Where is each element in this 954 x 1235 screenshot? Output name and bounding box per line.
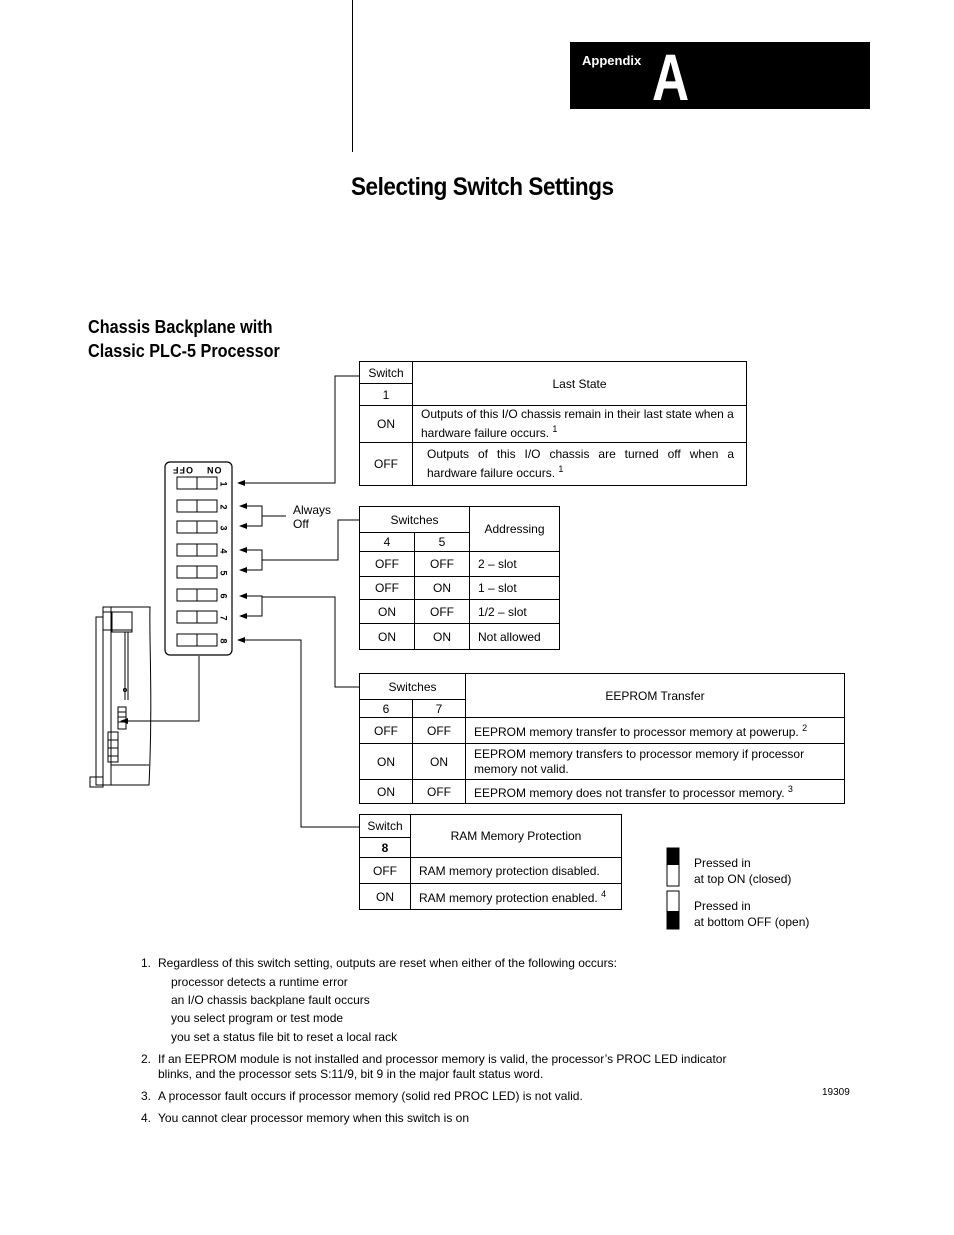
ram-row2-state: ON [360,884,411,910]
footnote-2-number: 2. [141,1052,152,1066]
dip-number-column [220,477,230,652]
last-state-off: OFF [360,443,413,486]
addressing-row4-b: ON [415,624,470,650]
footnote-1-number: 1. [141,956,152,970]
legend-key-top [667,848,679,886]
always-off-line2: Off [293,517,309,531]
section-heading-line1: Chassis Backplane with [88,317,273,337]
bracket-switch2-3 [245,506,262,526]
addressing-row1-desc: 2 – slot [470,552,560,577]
addressing-col-4: 4 [360,533,415,552]
ram-switch-header: Switch [360,815,411,838]
eeprom-col-6: 6 [360,700,413,718]
eeprom-row2-a: ON [360,744,413,780]
legend-pressed-top-line2: at top ON (closed) [694,872,792,886]
page-title: Selecting Switch Settings [351,173,614,201]
dip-number-8: 8 [218,638,229,644]
processor-drawing [90,607,151,787]
footnote-4-number: 4. [141,1111,152,1125]
figure-number: 19309 [822,1087,850,1098]
dip-number-3: 3 [218,525,229,531]
footnote-2-text: If an EEPROM module is not installed and processor memory is valid, the processor’s PROC LED indicator blinks, and the processor sets S:11/9, bit 9 in the major fault status word. [158,1052,727,1081]
dip-number-2: 2 [218,504,229,510]
eeprom-row1-desc: EEPROM memory transfer to processor memory at powerup. $^2$ [466,718,845,744]
last-state-off-desc: Outputs of this I/O chassis are turned off when a hardware failure occurs. $^1$ [413,443,747,486]
eeprom-switches-header: Switches [360,674,466,700]
appendix-letter: A [652,40,690,114]
always-off-label [293,503,331,531]
addressing-row4-a: ON [360,624,415,650]
eeprom-row3-desc: EEPROM memory does not transfer to processor memory. $^3$ [466,780,845,804]
ram-row1-state: OFF [360,858,411,884]
always-off-line1: Always [293,503,332,517]
footnote-1-item: processor detects a runtime error [171,975,348,989]
eeprom-row2-desc: EEPROM memory transfers to processor memory if processor memory not valid. [466,744,845,780]
legend-key-bottom [667,891,679,929]
footnote-4-text: You cannot clear processor memory when this switch is on [158,1111,470,1125]
eeprom-row1-b: OFF [413,718,466,744]
addressing-switches-header: Switches [360,507,470,533]
eeprom-col-7: 7 [413,700,466,718]
footnote-1-item: you select program or test mode [171,1011,344,1025]
connector-switch8 [243,640,360,827]
ram-table [359,814,622,910]
addressing-row2-b: ON [415,577,470,600]
ram-row1-desc: RAM memory protection disabled. [411,858,622,884]
eeprom-row3-a: ON [360,780,413,804]
footnote-3-number: 3. [141,1089,152,1103]
last-state-title: Last State [413,362,747,406]
addressing-row2-desc: 1 – slot [470,577,560,600]
bracket-switch6-7 [245,596,262,616]
ram-switch-number: 8 [360,838,411,858]
last-state-switch-header: Switch [360,362,413,384]
dip-off-label: OFF [172,465,193,475]
bracket-switch4-5 [245,550,262,570]
eeprom-row3-b: OFF [413,780,466,804]
footnote-3-text: A processor fault occurs if processor memory (solid red PROC LED) is not valid. [158,1089,583,1103]
addressing-col-5: 5 [415,533,470,552]
addressing-row1-b: OFF [415,552,470,577]
addressing-row4-desc: Not allowed [470,624,560,650]
dip-number-7: 7 [218,615,229,621]
legend-pressed-bottom-line2: at bottom OFF (open) [694,915,810,929]
dip-on-label: ON [206,465,222,475]
dip-number-6: 6 [218,593,229,599]
dip-number-4: 4 [218,548,229,554]
ram-title: RAM Memory Protection [411,815,622,858]
dip-header [170,465,230,475]
eeprom-title: EEPROM Transfer [466,674,845,718]
dip-number-1: 1 [218,481,229,487]
legend-pressed-bottom [694,898,809,930]
section-heading-line2: Classic PLC-5 Processor [88,341,280,361]
addressing-row3-desc: 1/2 – slot [470,600,560,624]
legend-pressed-top [694,855,791,887]
addressing-row3-b: OFF [415,600,470,624]
addressing-row3-a: ON [360,600,415,624]
appendix-label: Appendix [582,53,642,68]
connector-lines [128,376,360,827]
last-state-switch-number: 1 [360,384,413,406]
dip-number-5: 5 [218,570,229,576]
footnote-1-text: Regardless of this switch setting, outputs are reset when either of the following occurs: [158,956,617,970]
addressing-table [359,506,560,650]
eeprom-table [359,673,845,804]
connector-switch1 [243,376,360,483]
eeprom-row1-a: OFF [360,718,413,744]
footnote-1-item: you set a status file bit to reset a local rack [171,1030,398,1044]
legend-pressed-top-line1: Pressed in [694,856,751,870]
legend-pressed-bottom-line1: Pressed in [694,899,751,913]
last-state-on-desc: Outputs of this I/O chassis remain in their last state when a hardware failure occurs. $^1$ [413,406,747,443]
addressing-row2-a: OFF [360,577,415,600]
addressing-title: Addressing [470,507,560,552]
connector-switch6-7 [262,597,360,687]
ram-row2-desc: RAM memory protection enabled. $^4$ [411,884,622,910]
footnote-1-item: an I/O chassis backplane fault occurs [171,993,370,1007]
last-state-table [359,361,747,486]
eeprom-row2-b: ON [413,744,466,780]
addressing-row1-a: OFF [360,552,415,577]
connector-processor [128,656,199,721]
last-state-on: ON [360,406,413,443]
